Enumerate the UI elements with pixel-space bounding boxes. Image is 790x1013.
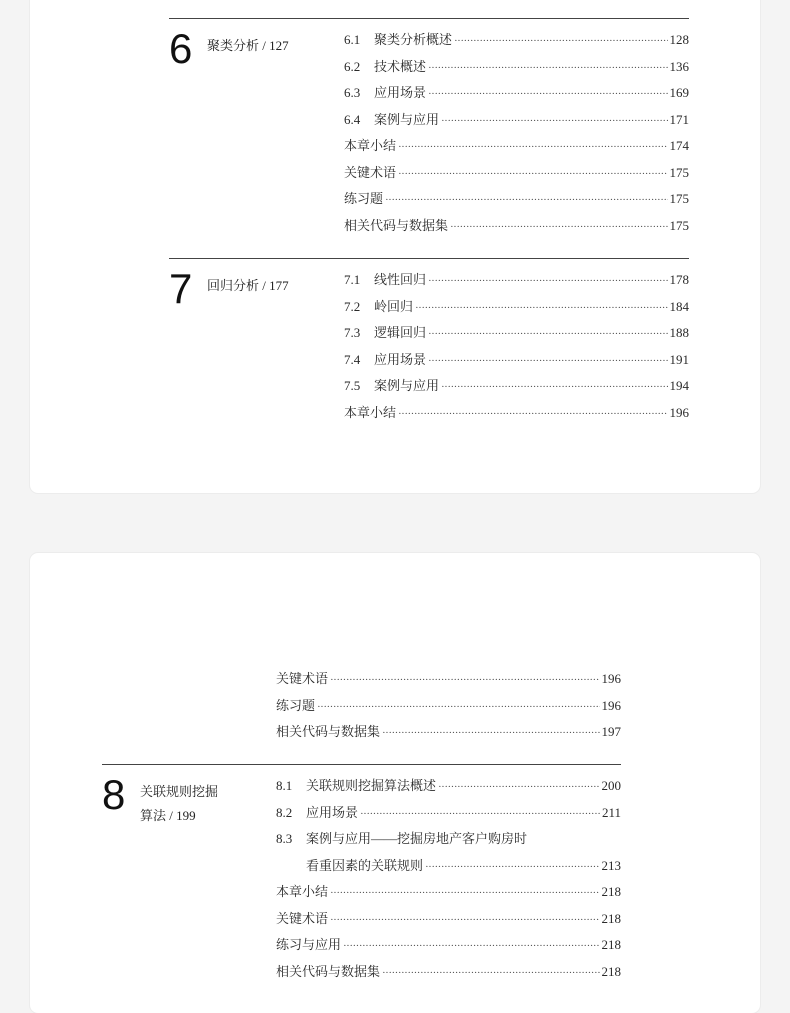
toc-entry[interactable]: [344, 373, 689, 400]
chapter-title-line: 关联规则挖掘: [140, 784, 219, 799]
chapter-title: 聚类分析 / 127: [207, 38, 289, 53]
page-number: 175: [669, 191, 689, 206]
section-number: 6.3: [344, 85, 361, 100]
section-number: 7.3: [344, 325, 361, 340]
page-number: 196: [601, 671, 621, 686]
section-title: 线性回归: [374, 272, 427, 287]
page-number: 191: [669, 351, 689, 367]
leader-dots: [330, 907, 599, 934]
page-number: 194: [669, 378, 689, 393]
toc-entry[interactable]: [344, 54, 689, 81]
toc-entry[interactable]: [276, 666, 621, 693]
leader-dots: [317, 694, 599, 721]
leader-dots: [330, 667, 599, 694]
leader-dots: [438, 774, 599, 801]
section-title: 练习与应用: [276, 937, 342, 952]
page-number: 197: [601, 724, 621, 739]
section-title: 案例与应用: [374, 111, 440, 127]
page-number: 200: [601, 778, 621, 793]
toc-entry[interactable]: [344, 347, 689, 374]
page-number: 211: [601, 804, 621, 820]
page-number: 171: [669, 111, 689, 127]
section-title: 技术概述: [374, 58, 427, 74]
section-title: 聚类分析概述: [374, 32, 453, 47]
continued-toc: [276, 666, 621, 746]
chapter-toc: [344, 27, 689, 239]
section-title: 关键术语: [276, 671, 329, 686]
page-number: 218: [601, 910, 621, 926]
chapter-divider: [102, 764, 621, 765]
chapter-title-line: 算法 / 199: [140, 808, 196, 823]
page-number: 188: [669, 325, 689, 340]
section-number: 8.1: [276, 778, 293, 793]
leader-dots: [385, 187, 667, 214]
toc-entry[interactable]: [344, 400, 689, 427]
page-number: 196: [601, 697, 621, 713]
leader-dots: [441, 374, 667, 401]
section-title: 应用场景: [374, 351, 427, 367]
leader-dots: [428, 321, 667, 348]
toc-entry[interactable]: [276, 906, 621, 933]
section-title: 本章小结: [344, 138, 397, 153]
leader-dots: [360, 801, 600, 828]
page-number: 174: [669, 138, 689, 153]
section-title: 相关代码与数据集: [344, 217, 449, 233]
toc-entry[interactable]: [276, 853, 621, 880]
section-title: 相关代码与数据集: [276, 724, 381, 739]
chapter-divider: [169, 258, 689, 259]
section-title: 关联规则挖掘算法概述: [306, 778, 437, 793]
toc-entry[interactable]: [276, 959, 621, 986]
chapter-title: [140, 780, 270, 828]
toc-entry[interactable]: [344, 27, 689, 54]
leader-dots: [454, 28, 667, 55]
toc-page-top: [30, 0, 760, 493]
section-number: 7.4: [344, 351, 361, 367]
section-title: 看重因素的关联规则: [306, 857, 424, 873]
leader-dots: [428, 268, 667, 295]
toc-entry[interactable]: [276, 826, 621, 853]
toc-entry[interactable]: [344, 320, 689, 347]
toc-entry[interactable]: [344, 294, 689, 321]
toc-entry[interactable]: [276, 932, 621, 959]
section-title: 练习题: [344, 191, 384, 206]
section-number: 7.5: [344, 378, 361, 393]
toc-entry[interactable]: [344, 80, 689, 107]
page-number: 128: [669, 32, 689, 47]
leader-dots: [382, 720, 599, 747]
chapter-number: 6: [169, 25, 193, 72]
page-number: 218: [601, 937, 621, 952]
page-number: 175: [669, 217, 689, 233]
leader-dots: [382, 960, 599, 987]
section-title: 练习题: [276, 697, 316, 713]
toc-entry[interactable]: [344, 186, 689, 213]
page-number: 213: [601, 857, 621, 873]
toc-entry[interactable]: [276, 800, 621, 827]
chapter-8: [102, 764, 621, 1004]
section-title: 应用场景: [374, 85, 427, 100]
section-title: 应用场景: [306, 804, 359, 820]
toc-entry[interactable]: [276, 773, 621, 800]
chapter-7: [169, 258, 689, 438]
leader-dots: [398, 401, 667, 428]
section-number: 6.4: [344, 111, 361, 127]
leader-dots: [330, 880, 599, 907]
section-title: 岭回归: [374, 298, 414, 314]
chapter-toc: [276, 773, 621, 985]
section-title: 案例与应用: [374, 378, 440, 393]
section-number: 8.3: [276, 831, 293, 846]
page-number: 218: [601, 884, 621, 899]
leader-dots: [441, 108, 667, 135]
leader-dots: [425, 854, 599, 881]
leader-dots: [428, 81, 667, 108]
toc-entry[interactable]: [344, 107, 689, 134]
section-title: 关键术语: [344, 164, 397, 180]
leader-dots: [450, 214, 667, 241]
toc-entry[interactable]: [344, 213, 689, 240]
page-number: 196: [669, 404, 689, 420]
leader-dots: [343, 933, 599, 960]
page-number: 169: [669, 85, 689, 100]
leader-dots: [428, 348, 667, 375]
section-title: 本章小结: [344, 404, 397, 420]
chapter-number: 7: [169, 265, 193, 312]
toc-entry[interactable]: [344, 133, 689, 160]
toc-page-bottom: [30, 553, 760, 1013]
section-title: 逻辑回归: [374, 325, 427, 340]
section-title: 相关代码与数据集: [276, 963, 381, 979]
section-title: 关键术语: [276, 910, 329, 926]
toc-entry[interactable]: [344, 267, 689, 294]
page-number: 218: [601, 963, 621, 979]
toc-entry[interactable]: [276, 719, 621, 746]
section-title: 本章小结: [276, 884, 329, 899]
chapter-number: 8: [102, 771, 126, 818]
leader-dots: [398, 134, 667, 161]
page-number: 184: [669, 298, 689, 314]
leader-dots: [415, 295, 667, 322]
section-number: 7.2: [344, 298, 361, 314]
chapter-divider: [169, 18, 689, 19]
page-number: 178: [669, 272, 689, 287]
leader-dots: [428, 55, 667, 82]
chapter-6: [169, 18, 689, 248]
toc-entry[interactable]: [344, 160, 689, 187]
section-number: 6.1: [344, 32, 361, 47]
leader-dots: [398, 161, 667, 188]
chapter-title: 回归分析 / 177: [207, 278, 289, 293]
section-title: 案例与应用——挖掘房地产客户购房时: [306, 831, 528, 846]
page-number: 175: [669, 164, 689, 180]
section-number: 8.2: [276, 804, 293, 820]
toc-entry[interactable]: [276, 693, 621, 720]
section-number: 7.1: [344, 272, 361, 287]
chapter-toc: [344, 267, 689, 426]
section-number: 6.2: [344, 58, 361, 74]
page-number: 136: [669, 58, 689, 74]
toc-entry[interactable]: [276, 879, 621, 906]
